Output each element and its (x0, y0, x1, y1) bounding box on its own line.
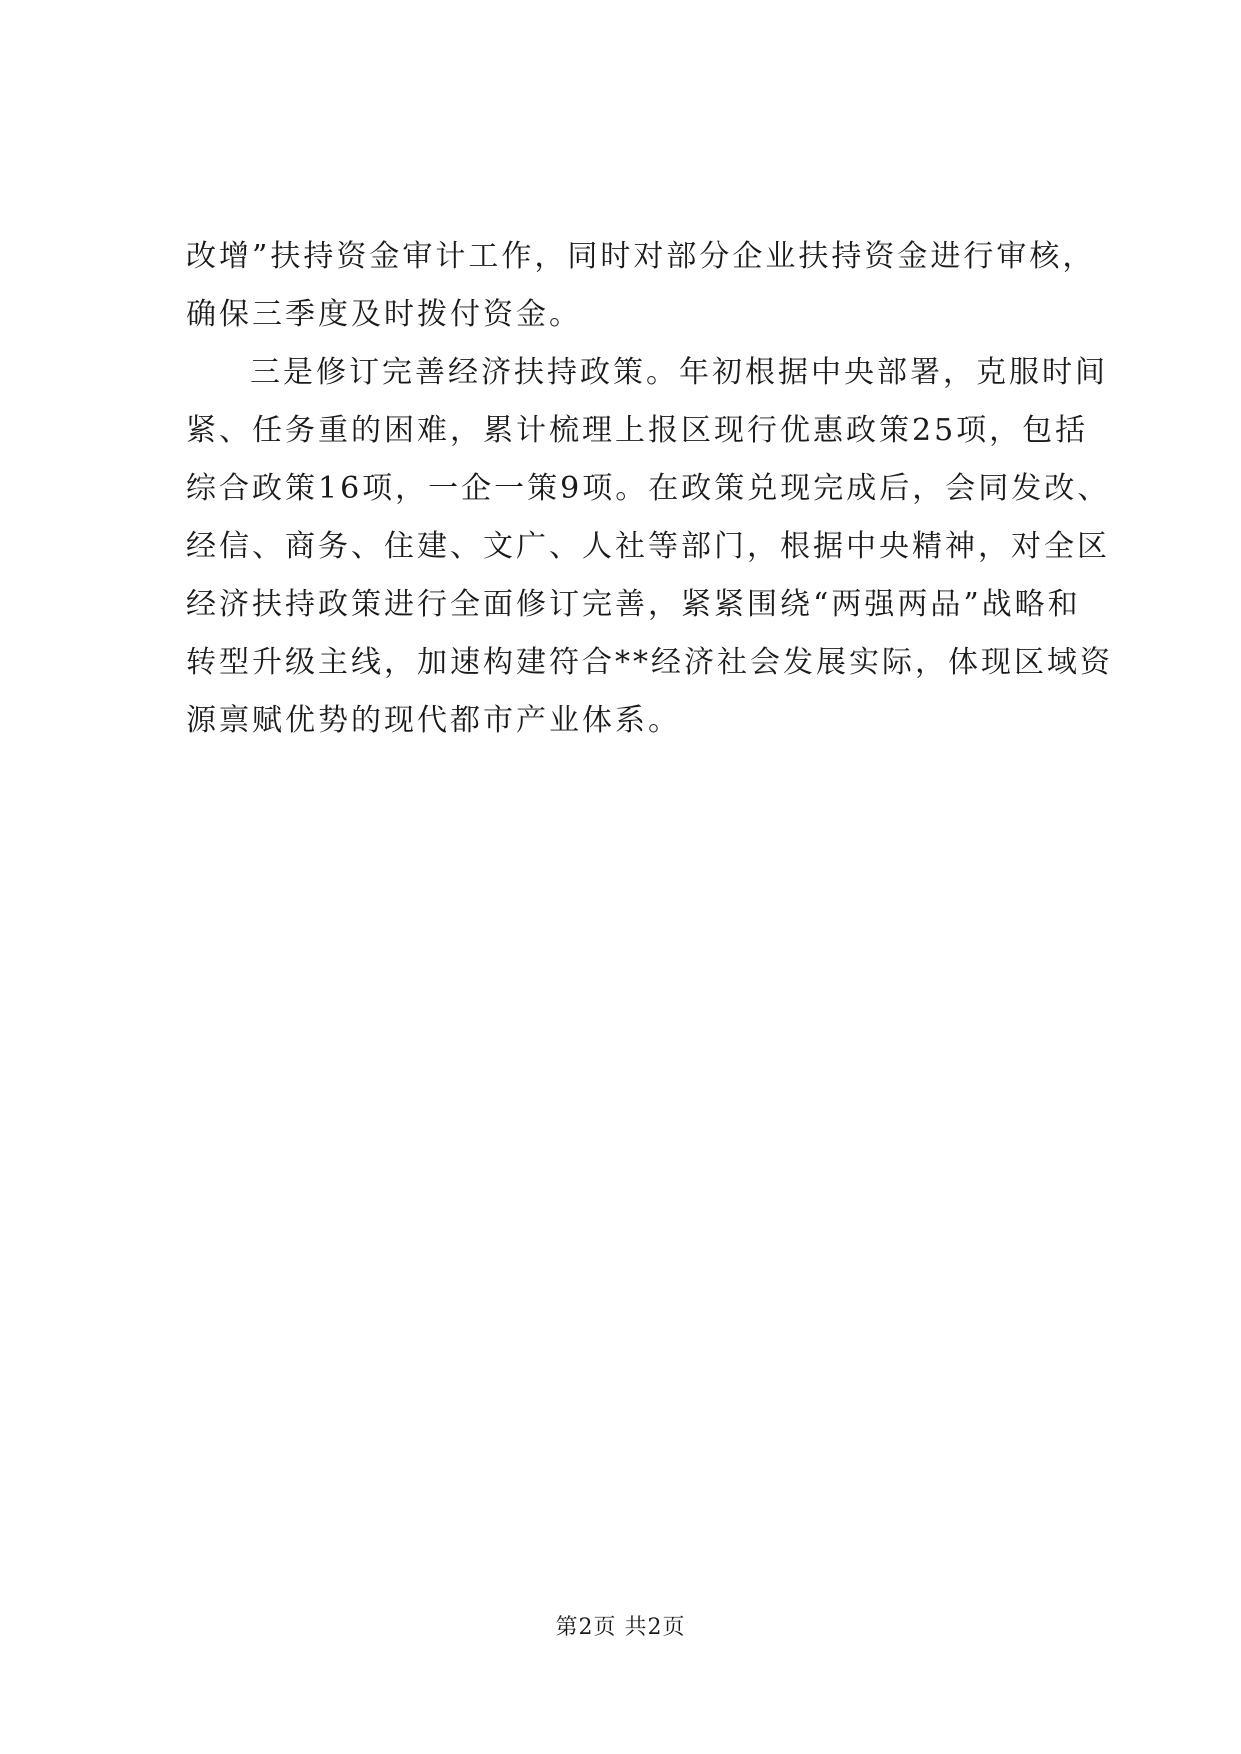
text-line: 转型升级主线，加速构建符合**经济社会发展实际，体现区域资 (186, 645, 1113, 680)
text-line: 确保三季度及时拨付资金。 (186, 297, 582, 332)
text-line: 经济扶持政策进行全面修订完善，紧紧围绕“两强两品”战略和 (186, 587, 1081, 622)
page-number-footer: 第2页 共2页 (555, 1615, 686, 1640)
body-text (186, 228, 1113, 750)
text-line: 综合政策16项，一企一策9项。在政策兑现完成后，会同发改、 (186, 471, 1111, 506)
text-line: 紧、任务重的困难，累计梳理上报区现行优惠政策25项，包括 (186, 413, 1089, 448)
text-line: 经信、商务、住建、文广、人社等部门，根据中央精神，对全区 (186, 529, 1110, 564)
text-line: 改增”扶持资金审计工作，同时对部分企业扶持资金进行审核， (186, 239, 1096, 274)
text-line: 源禀赋优势的现代都市产业体系。 (186, 703, 681, 738)
paragraph-start-line: 三是修订完善经济扶持政策。年初根据中央部署，克服时间 (250, 355, 1108, 390)
